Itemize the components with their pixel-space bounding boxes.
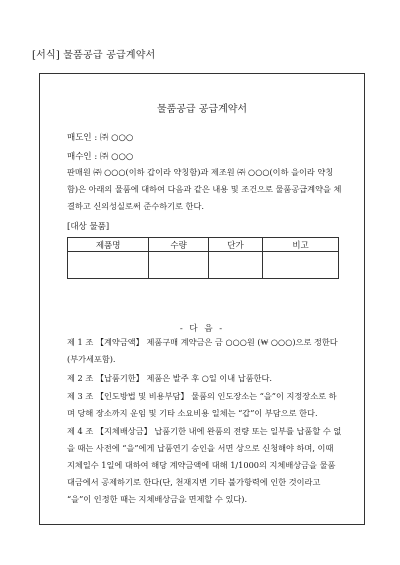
document-title: 물품공급 공급계약서	[156, 104, 248, 115]
table-cell	[263, 252, 339, 279]
dau-heading: - 다 음 -	[179, 324, 225, 334]
form-label: [서식] 물품공급 공급계약서	[32, 50, 156, 61]
table-cell	[149, 252, 209, 279]
table-row	[68, 252, 339, 279]
intro-paragraph: 판매원 ㈜ ○○○(이하 갑이라 약칭함)과 제조원 ㈜ ○○○(이하 을이라 약칭함)은 아래의 물품에 대하여 다음과 같은 내용 및 조건으로 물품공급계약을 체결하고 신의성실로써 준수하기로 한다.	[67, 167, 342, 211]
goods-table-header-row	[68, 238, 339, 252]
goods-section-label: [대상 물품]	[67, 222, 110, 232]
goods-table	[67, 237, 339, 279]
buyer-line: 매수인 : ㈜ ○○○	[67, 152, 134, 162]
column-header-remarks: 비고	[263, 238, 339, 252]
clause-4: 제 4 조 【지체배상금】 납품기한 내에 완품의 전량 또는 일부를 납품할 수 없을 때는 사전에 “을”에게 납품연기 승인을 서면 상으로 신청해야 하며, 이때 지체일수 1일에 대하여 해당 계약금액에 대해 1/1000의 지체배상금을 물품대금에서 공제하기로 한다(단, 천재지변 기타 불가항력에 인한 것이라고 “을”이 인정한 때는 지체배상금을 면제할 수 있다).	[67, 426, 342, 504]
seller-line: 매도인 : ㈜ ○○○	[67, 133, 134, 143]
clause-1: 제 1 조 【계약금액】 제품구매 계약금은 금 ○○○원 (₩ ○○○)으로 정한다(부가세포함).	[67, 337, 338, 364]
contract-document	[39, 73, 365, 525]
table-cell	[208, 252, 262, 279]
column-header-quantity: 수량	[149, 238, 209, 252]
clause-2: 제 2 조 【납품기한】 제품은 발주 후 ○일 이내 납품한다.	[67, 373, 273, 383]
table-cell	[68, 252, 149, 279]
column-header-product: 제품명	[68, 238, 149, 252]
column-header-unit-price: 단가	[208, 238, 262, 252]
clause-3: 제 3 조 【인도방법 및 비용부담】 물품의 인도장소는 “을”이 지정장소로 하며 당해 장소까지 운임 및 기타 소요비용 일체는 “갑”이 부담으로 한다.	[67, 391, 337, 418]
